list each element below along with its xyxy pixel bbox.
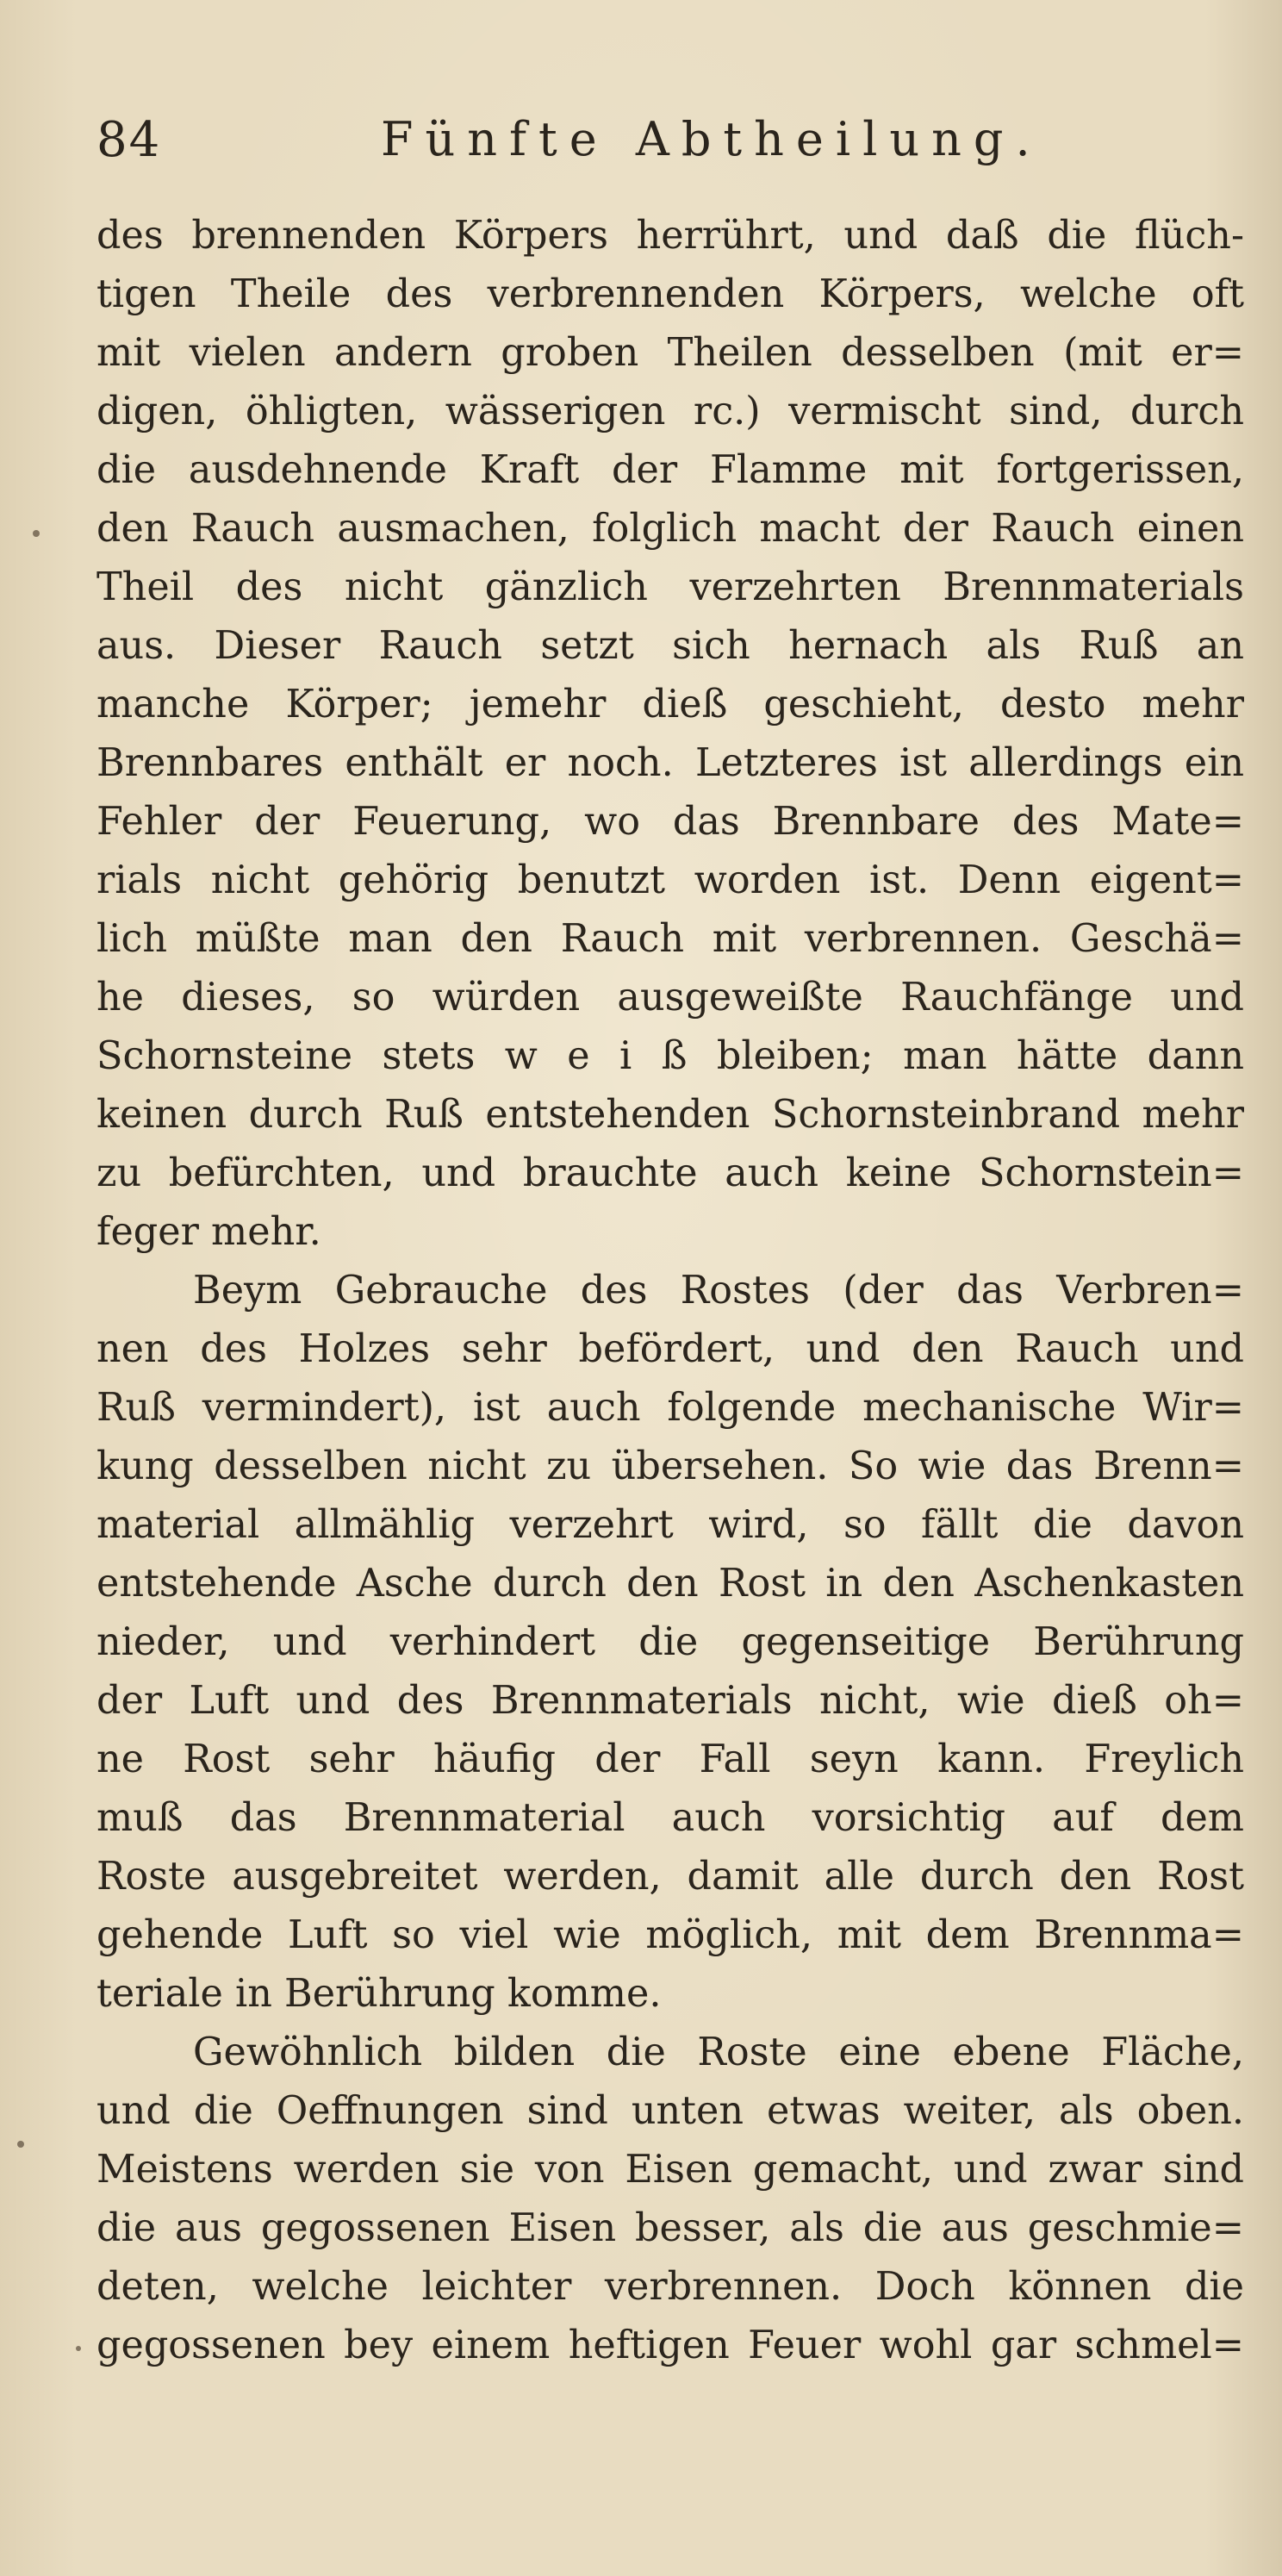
text-line: mit vielen andern groben Theilen desselben (mit er= [96, 331, 1244, 375]
running-head: Fünfte Abtheilung. [381, 112, 1042, 166]
text-line: die aus gegossenen Eisen besser, als die aus geschmie= [96, 2206, 1244, 2250]
text-line: der Luft und des Brennmaterials nicht, wie dieß oh= [96, 1679, 1244, 1723]
text-line: ne Rost sehr häufig der Fall seyn kann. Freylich [96, 1737, 1244, 1781]
ink-speck [33, 530, 40, 537]
text-line: gehende Luft so viel wie möglich, mit dem Brennma= [96, 1913, 1244, 1957]
page-number: 84 [96, 112, 162, 168]
text-line: Beym Gebrauche des Rostes (der das Verbren= [193, 1269, 1244, 1313]
text-line: muß das Brennmaterial auch vorsichtig auf dem [96, 1796, 1244, 1840]
text-line: den Rauch ausmachen, folglich macht der Rauch einen [96, 507, 1244, 551]
text-line: gegossenen bey einem heftigen Feuer wohl gar schmel= [96, 2323, 1244, 2367]
text-line: Theil des nicht gänzlich verzehrten Brennmaterials [96, 565, 1244, 609]
ink-speck [76, 2346, 81, 2351]
text-line: des brennenden Körpers herrührt, und daß die flüch- [96, 214, 1244, 258]
text-line: Schornsteine stets w e i ß bleiben; man hätte dann [96, 1034, 1244, 1078]
text-line: Ruß vermindert), ist auch folgende mechanische Wir= [96, 1386, 1244, 1430]
ink-speck [17, 2141, 24, 2148]
text-line: he dieses, so würden ausgeweißte Rauchfänge und [96, 976, 1244, 1020]
text-line: aus. Dieser Rauch setzt sich hernach als Ruß an [96, 624, 1244, 668]
text-line: entstehende Asche durch den Rost in den Aschenkasten [96, 1562, 1244, 1606]
text-line: feger mehr. [96, 1210, 321, 1254]
body-text [96, 207, 1244, 2375]
text-line: deten, welche leichter verbrennen. Doch können die [96, 2265, 1244, 2309]
text-line: lich müßte man den Rauch mit verbrennen. Geschä= [96, 917, 1244, 961]
text-line: nieder, und verhindert die gegenseitige Berührung [96, 1620, 1244, 1664]
text-line: digen, öhligten, wässerigen rc.) vermischt sind, durch [96, 390, 1244, 433]
text-line: keinen durch Ruß entstehenden Schornsteinbrand mehr [96, 1093, 1244, 1137]
text-line: die ausdehnende Kraft der Flamme mit fortgerissen, [96, 448, 1244, 492]
text-line: teriale in Berührung komme. [96, 1972, 662, 2016]
text-line: kung desselben nicht zu übersehen. So wie das Brenn= [96, 1444, 1244, 1488]
text-line: nen des Holzes sehr befördert, und den Rauch und [96, 1327, 1244, 1371]
text-line: zu befürchten, und brauchte auch keine Schornstein= [96, 1151, 1244, 1195]
text-line: Brennbares enthält er noch. Letzteres ist allerdings ein [96, 741, 1244, 785]
text-line: manche Körper; jemehr dieß geschieht, desto mehr [96, 683, 1244, 727]
text-line: Meistens werden sie von Eisen gemacht, und zwar sind [96, 2148, 1244, 2192]
text-line: Gewöhnlich bilden die Roste eine ebene Fläche, [193, 2030, 1244, 2074]
text-line: Roste ausgebreitet werden, damit alle durch den Rost [96, 1855, 1244, 1899]
text-line: Fehler der Feuerung, wo das Brennbare des Mate= [96, 800, 1244, 844]
text-line: rials nicht gehörig benutzt worden ist. Denn eigent= [96, 858, 1244, 902]
page-header [96, 103, 1208, 190]
text-line: und die Oeffnungen sind unten etwas weiter, als oben. [96, 2089, 1244, 2133]
text-line: tigen Theile des verbrennenden Körpers, welche oft [96, 272, 1244, 316]
text-line: material allmählig verzehrt wird, so fällt die davon [96, 1503, 1244, 1547]
